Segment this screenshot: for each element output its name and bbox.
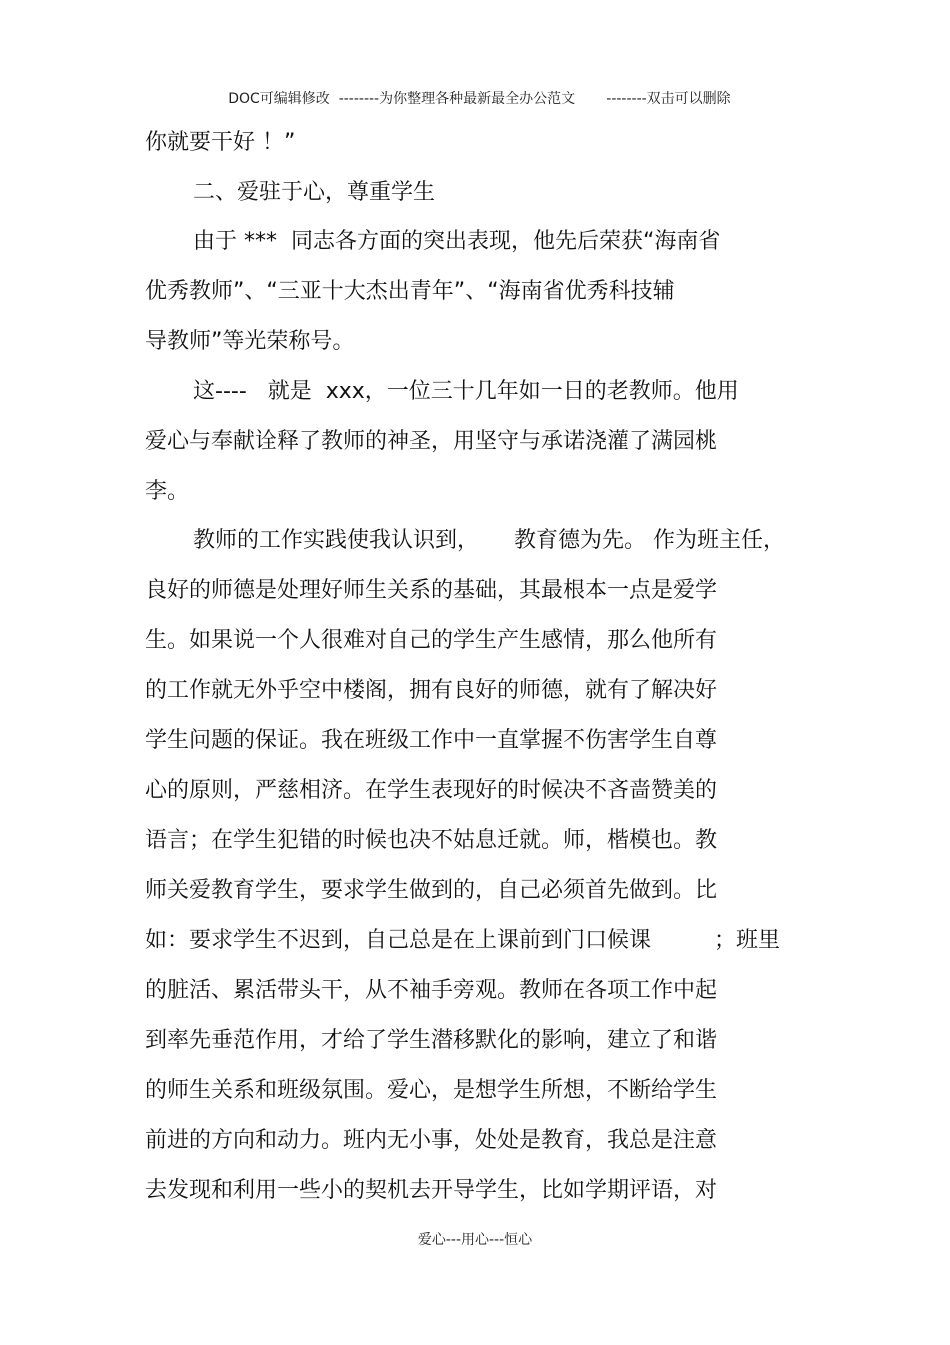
text-line: 语言；在学生犯错的时候也决不姑息迁就。师，楷模也。教 (145, 828, 718, 853)
text-line: 爱心与奉献诠释了教师的神圣，用坚守与承诺浇灌了满园桃 (145, 429, 718, 454)
text-line: 优秀教师”、“三亚十大杰出青年”、“海南省优秀科技辅 (145, 279, 675, 304)
text-line: 如：要求学生不迟到，自己总是在上课前到门口候课 ；班里 (145, 928, 780, 953)
text-line: 学生问题的保证。我在班级工作中一直掌握不伤害学生自尊 (145, 728, 718, 753)
page-header (0, 72, 950, 108)
text-line: 的工作就无外乎空中楼阁，拥有良好的师德，就有了解决好 (145, 678, 718, 703)
text-line: 李。 (145, 479, 190, 504)
text-line: 的师生关系和班级氛围。爱心，是想学生所想，不断给学生 (145, 1078, 718, 1103)
text-line: 到率先垂范作用，才给了学生潜移默化的影响，建立了和谐 (145, 1028, 718, 1053)
page-footer: 爱心---用心---恒心 (417, 1232, 533, 1248)
text-line: 这---- 就是 xxx，一位三十几年如一日的老教师。他用 (193, 379, 739, 404)
text-line: 的脏活、累活带头干，从不袖手旁观。教师在各项工作中起 (145, 978, 718, 1003)
text-line: 导教师”等光荣称号。 (145, 329, 355, 354)
header-doc-label: DOC可编辑修改 (228, 91, 330, 107)
text-line: 教师的工作实践使我认识到， 教育德为先。 作为班主任， (193, 528, 785, 553)
header-delete-note: --------双击可以删除 (606, 91, 731, 107)
text-line: 你就要干好 ！” (145, 130, 296, 155)
text-line: 生。如果说一个人很难对自己的学生产生感情，那么他所有 (145, 628, 718, 653)
text-line: 去发现和利用一些小的契机去开导学生，比如学期评语，对 (145, 1178, 718, 1203)
text-line: 良好的师德是处理好师生关系的基础，其最根本一点是爱学 (145, 578, 718, 603)
header-slogan: --------为你整理各种最新最全办公范文 (338, 91, 576, 107)
text-line: 师关爱教育学生，要求学生做到的，自己必须首先做到。比 (145, 878, 718, 903)
text-line: 由于 *** 同志各方面的突出表现，他先后荣获“海南省 (193, 229, 721, 254)
text-line: 前进的方向和动力。班内无小事，处处是教育，我总是注意 (145, 1128, 718, 1153)
text-line: 心的原则，严慈相济。在学生表现好的时候决不吝啬赞美的 (145, 778, 718, 803)
section-heading: 二、爱驻于心，尊重学生 (193, 180, 436, 205)
